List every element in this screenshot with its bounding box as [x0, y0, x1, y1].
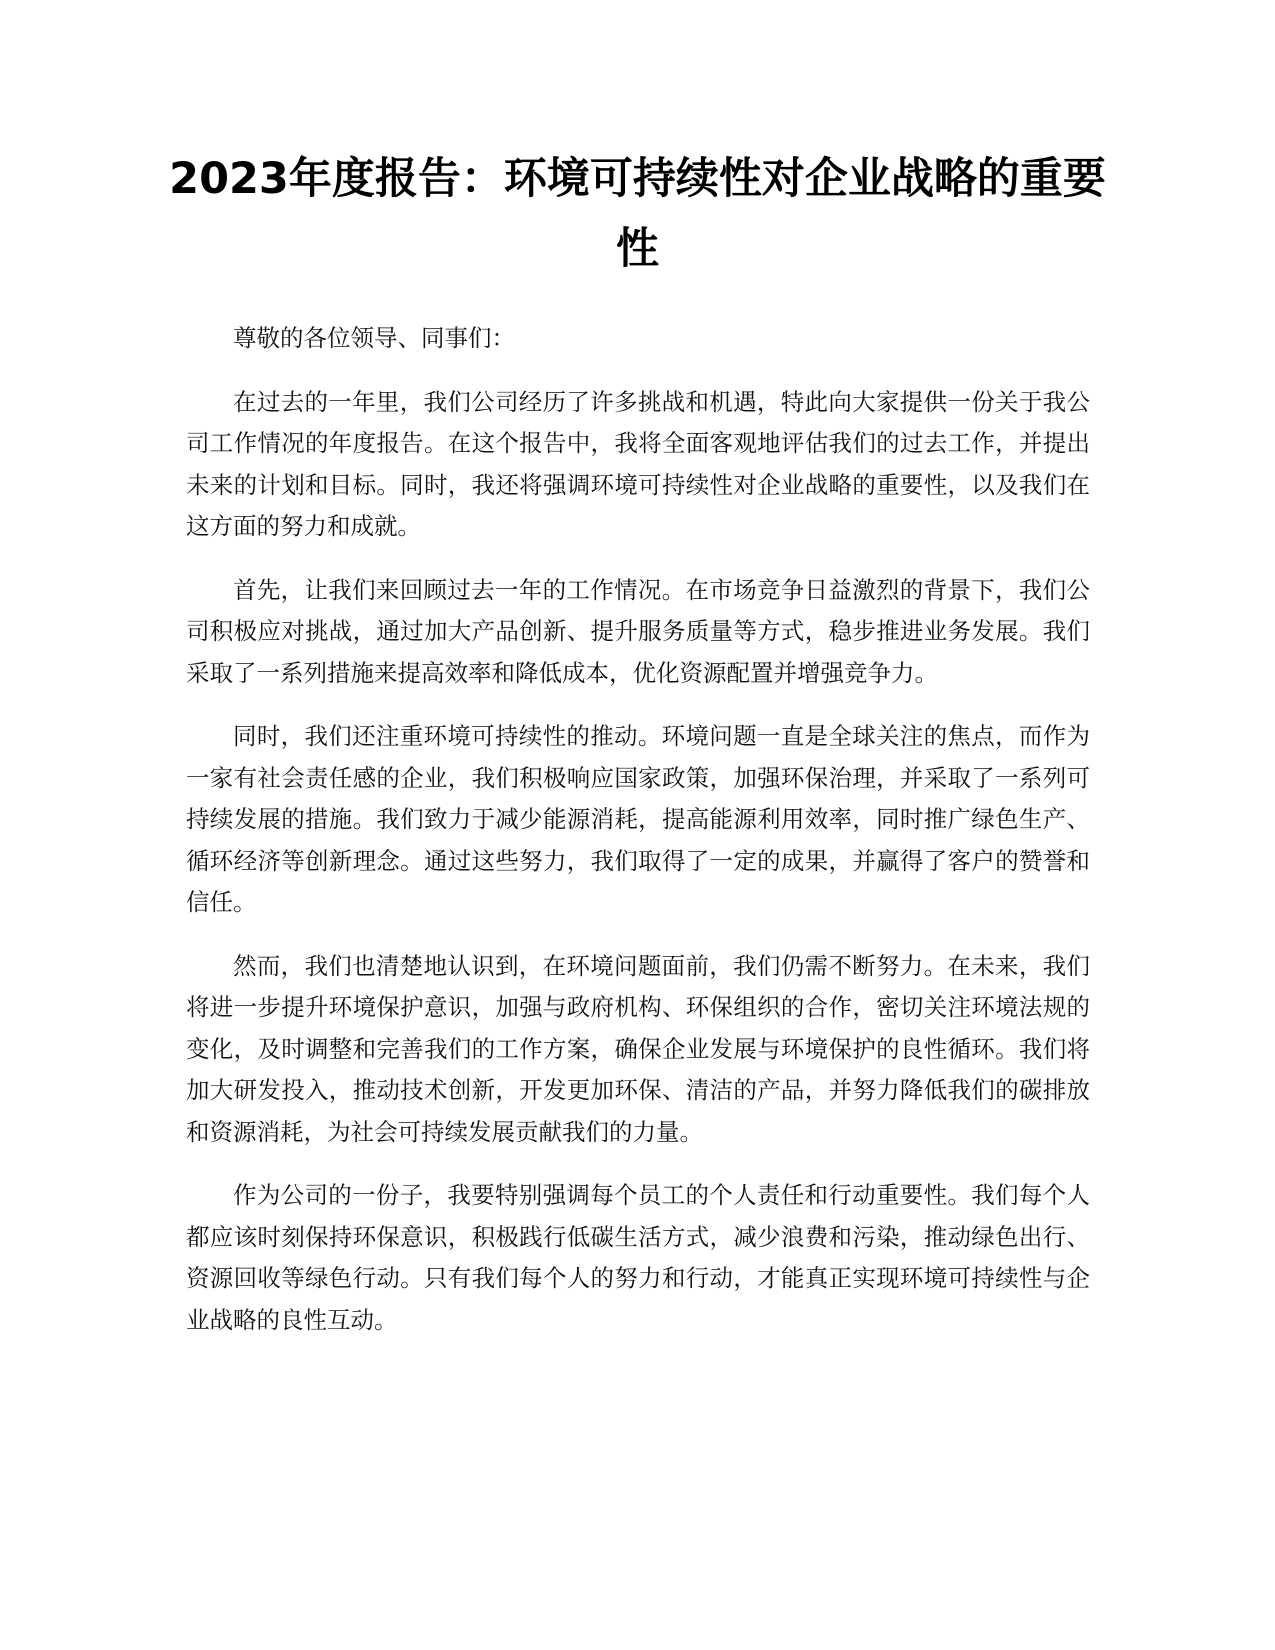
body-paragraph: 首先，让我们来回顾过去一年的工作情况。在市场竞争日益激烈的背景下，我们公司积极应对挑战，通过加大产品创新、提升服务质量等方式，稳步推进业务发展。我们采取了一系列措施来提高效率和降低成本，优化资源配置并增强竞争力。	[186, 575, 1090, 687]
document-title: 2023年度报告：环境可持续性对企业战略的重要性	[169, 154, 1106, 274]
salutation-paragraph: 尊敬的各位领导、同事们：	[233, 324, 515, 352]
body-paragraph: 同时，我们还注重环境可持续性的推动。环境问题一直是全球关注的焦点，而作为一家有社会责任感的企业，我们积极响应国家政策，加强环保治理，并采取了一系列可持续发展的措施。我们致力于减少能源消耗，提高能源利用效率，同时推广绿色生产、循环经济等创新理念。通过这些努力，我们取得了一定的成果，并赢得了客户的赞誉和信任。	[186, 722, 1090, 916]
body-paragraph: 然而，我们也清楚地认识到，在环境问题面前，我们仍需不断努力。在未来，我们将进一步提升环境保护意识，加强与政府机构、环保组织的合作，密切关注环境法规的变化，及时调整和完善我们的工作方案，确保企业发展与环境保护的良性循环。我们将加大研发投入，推动技术创新，开发更加环保、清洁的产品，并努力降低我们的碳排放和资源消耗，为社会可持续发展贡献我们的力量。	[186, 951, 1090, 1146]
document-body	[186, 318, 1090, 1363]
body-paragraph: 在过去的一年里，我们公司经历了许多挑战和机遇，特此向大家提供一份关于我公司工作情况的年度报告。在这个报告中，我将全面客观地评估我们的过去工作，并提出未来的计划和目标。同时，我还将强调环境可持续性对企业战略的重要性，以及我们在这方面的努力和成就。	[186, 387, 1090, 540]
body-paragraph: 作为公司的一份子，我要特别强调每个员工的个人责任和行动重要性。我们每个人都应该时刻保持环保意识，积极践行低碳生活方式，减少浪费和污染，推动绿色出行、资源回收等绿色行动。只有我们每个人的努力和行动，才能真正实现环境可持续性与企业战略的良性互动。	[186, 1181, 1090, 1334]
